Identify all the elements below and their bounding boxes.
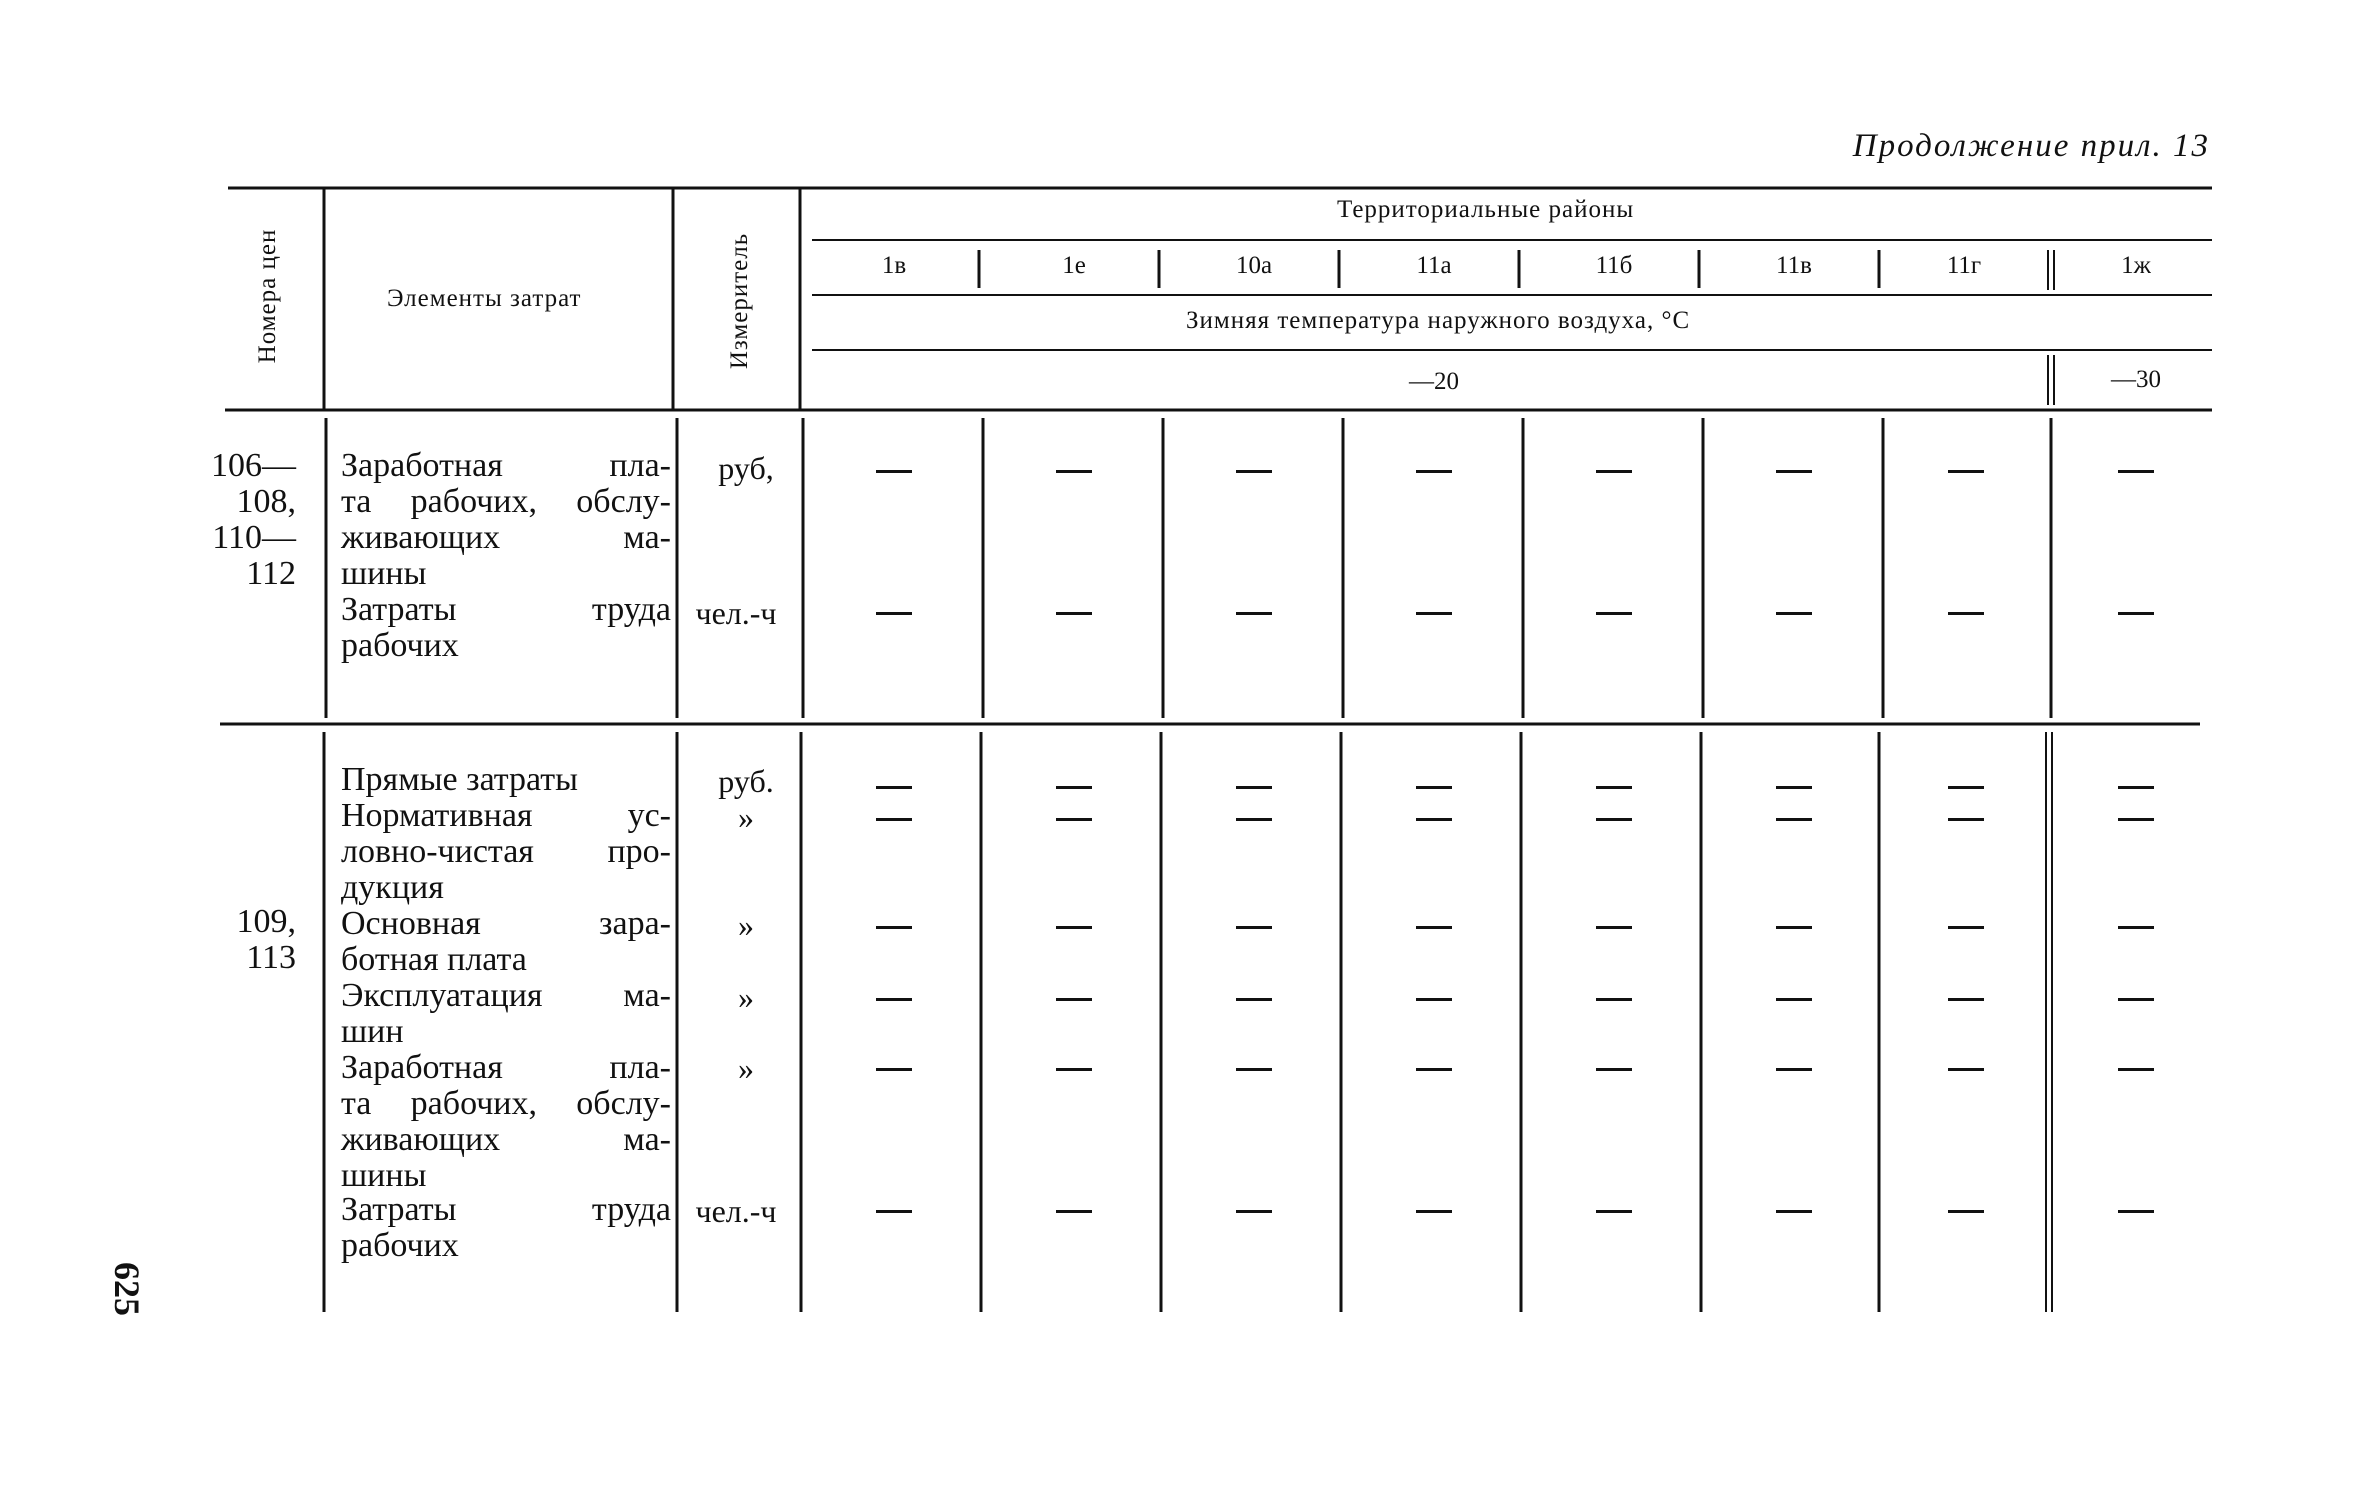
table-cell-dash bbox=[1948, 786, 1984, 789]
cost-element-line: Нормативная ус- bbox=[341, 797, 671, 834]
table-cell-dash bbox=[1056, 612, 1092, 615]
price-numbers-group-1 bbox=[146, 448, 296, 592]
table-cell-dash bbox=[1236, 786, 1272, 789]
table-cell-dash bbox=[1776, 470, 1812, 473]
table-cell-dash bbox=[2118, 786, 2154, 789]
table-cell-dash bbox=[2118, 926, 2154, 929]
table-cell-dash bbox=[1236, 470, 1272, 473]
table-cell-dash bbox=[1776, 926, 1812, 929]
table-cell-dash bbox=[1596, 470, 1632, 473]
page-number: 625 bbox=[107, 1262, 147, 1316]
table-cell-dash bbox=[876, 1210, 912, 1213]
cost-element bbox=[341, 448, 671, 592]
cost-element bbox=[341, 592, 671, 664]
table-cell-dash bbox=[1236, 612, 1272, 615]
table-cell-dash bbox=[1416, 612, 1452, 615]
table-cell-dash bbox=[1056, 926, 1092, 929]
region-label: 11в bbox=[1776, 252, 1812, 279]
table-cell-dash bbox=[876, 612, 912, 615]
unit-value: чел.-ч bbox=[695, 1193, 777, 1229]
table-cell-dash bbox=[1416, 818, 1452, 821]
region-label: 1ж bbox=[2121, 252, 2151, 279]
table-cell-dash bbox=[1596, 998, 1632, 1001]
table-cell-dash bbox=[1416, 786, 1452, 789]
region-label: 11г bbox=[1946, 252, 1982, 279]
table-cell-dash bbox=[1948, 926, 1984, 929]
cost-element bbox=[341, 1050, 671, 1194]
cost-element-line: Затраты труда bbox=[341, 591, 671, 628]
table-cell-dash bbox=[1416, 1068, 1452, 1071]
table-cell-dash bbox=[2118, 1210, 2154, 1213]
col-header-elements: Элементы затрат bbox=[387, 285, 582, 312]
table-cell-dash bbox=[1948, 612, 1984, 615]
table-cell-dash bbox=[1776, 612, 1812, 615]
table-cell-dash bbox=[2118, 818, 2154, 821]
col-header-unit: Измеритель bbox=[726, 232, 753, 370]
table-cell-dash bbox=[1776, 818, 1812, 821]
cost-element-line: живающих ма- bbox=[341, 519, 671, 556]
cost-element-line: Заработная пла- bbox=[341, 447, 671, 484]
temperature-value: —20 bbox=[1409, 368, 1459, 395]
table-cell-dash bbox=[1056, 1068, 1092, 1071]
price-number: 108, bbox=[236, 483, 296, 520]
continuation-note: Продолжение прил. 13 bbox=[1852, 128, 2210, 164]
regions-title: Территориальные районы bbox=[1337, 196, 1635, 223]
cost-element-line: рабочих bbox=[341, 1227, 459, 1264]
table-cell-dash bbox=[876, 1068, 912, 1071]
cost-element-line: рабочих bbox=[341, 627, 459, 664]
table-cell-dash bbox=[1236, 1068, 1272, 1071]
unit-value: чел.-ч bbox=[695, 595, 777, 631]
table-cell-dash bbox=[2118, 470, 2154, 473]
table-cell-dash bbox=[1416, 998, 1452, 1001]
unit-value: руб. bbox=[718, 763, 774, 799]
cost-element-line: та рабочих, обслу- bbox=[341, 1085, 671, 1122]
cost-element-line: ботная плата bbox=[341, 941, 527, 978]
table-cell-dash bbox=[876, 998, 912, 1001]
cost-element bbox=[341, 762, 671, 798]
table-cell-dash bbox=[1776, 998, 1812, 1001]
unit-value: » bbox=[738, 979, 754, 1015]
price-number: 109, bbox=[236, 903, 296, 940]
table-cell-dash bbox=[1416, 1210, 1452, 1213]
table-cell-dash bbox=[1776, 1068, 1812, 1071]
table-cell-dash bbox=[1056, 818, 1092, 821]
price-number: 113 bbox=[246, 939, 296, 976]
cost-element bbox=[341, 1192, 671, 1264]
cost-element bbox=[341, 906, 671, 978]
table-cell-dash bbox=[1596, 612, 1632, 615]
table-cell-dash bbox=[1236, 998, 1272, 1001]
temperature-title: Зимняя температура наружного воздуха, °С bbox=[1186, 307, 1691, 334]
unit-value: » bbox=[738, 907, 754, 943]
cost-element-line: дукция bbox=[341, 869, 444, 906]
table-cell-dash bbox=[1596, 926, 1632, 929]
table-cell-dash bbox=[2118, 612, 2154, 615]
region-label: 1в bbox=[881, 252, 907, 279]
table-cell-dash bbox=[1056, 998, 1092, 1001]
region-label: 10а bbox=[1235, 252, 1273, 279]
table-cell-dash bbox=[1596, 1068, 1632, 1071]
cost-element bbox=[341, 798, 671, 906]
table-cell-dash bbox=[1948, 998, 1984, 1001]
table-cell-dash bbox=[1948, 470, 1984, 473]
price-numbers-group-2 bbox=[146, 904, 296, 976]
cost-element-line: шин bbox=[341, 1013, 404, 1050]
table-cell-dash bbox=[1596, 786, 1632, 789]
table-cell-dash bbox=[1948, 818, 1984, 821]
table-cell-dash bbox=[2118, 1068, 2154, 1071]
cost-element-line: Основная зара- bbox=[341, 905, 671, 942]
table-cell-dash bbox=[876, 926, 912, 929]
unit-value: руб, bbox=[718, 450, 774, 486]
cost-element-line: Заработная пла- bbox=[341, 1049, 671, 1086]
cost-element bbox=[341, 978, 671, 1050]
table-cell-dash bbox=[1596, 818, 1632, 821]
cost-element-line: шины bbox=[341, 1157, 427, 1194]
cost-element-line: шины bbox=[341, 555, 427, 592]
unit-value: » bbox=[738, 1050, 754, 1086]
cost-element-line: Эксплуатация ма- bbox=[341, 977, 671, 1014]
table-cell-dash bbox=[1948, 1210, 1984, 1213]
cost-element-line: ловно-чистая про- bbox=[341, 833, 671, 870]
cost-element-line: та рабочих, обслу- bbox=[341, 483, 671, 520]
table-cell-dash bbox=[1236, 818, 1272, 821]
price-number: 106— bbox=[211, 447, 296, 484]
cost-element-line: Прямые затраты bbox=[341, 761, 578, 798]
table-cell-dash bbox=[1948, 1068, 1984, 1071]
temperature-value: —30 bbox=[2111, 366, 2161, 393]
unit-value: » bbox=[738, 799, 754, 835]
table-cell-dash bbox=[1056, 1210, 1092, 1213]
table-cell-dash bbox=[1056, 786, 1092, 789]
table-cell-dash bbox=[1416, 926, 1452, 929]
table-cell-dash bbox=[876, 818, 912, 821]
table-cell-dash bbox=[1776, 1210, 1812, 1213]
cost-element-line: живающих ма- bbox=[341, 1121, 671, 1158]
table-cell-dash bbox=[1416, 470, 1452, 473]
table-cell-dash bbox=[2118, 998, 2154, 1001]
table-cell-dash bbox=[876, 786, 912, 789]
table-cell-dash bbox=[876, 470, 912, 473]
table-cell-dash bbox=[1236, 1210, 1272, 1213]
table-cell-dash bbox=[1236, 926, 1272, 929]
table-cell-dash bbox=[1596, 1210, 1632, 1213]
col-header-numbers: Номера цен bbox=[254, 228, 281, 364]
region-label: 1е bbox=[1062, 252, 1086, 279]
price-number: 110— bbox=[212, 519, 296, 556]
table-cell-dash bbox=[1056, 470, 1092, 473]
region-label: 11б bbox=[1595, 252, 1633, 279]
price-number: 112 bbox=[246, 555, 296, 592]
table-cell-dash bbox=[1776, 786, 1812, 789]
region-label: 11а bbox=[1416, 252, 1452, 279]
cost-element-line: Затраты труда bbox=[341, 1191, 671, 1228]
